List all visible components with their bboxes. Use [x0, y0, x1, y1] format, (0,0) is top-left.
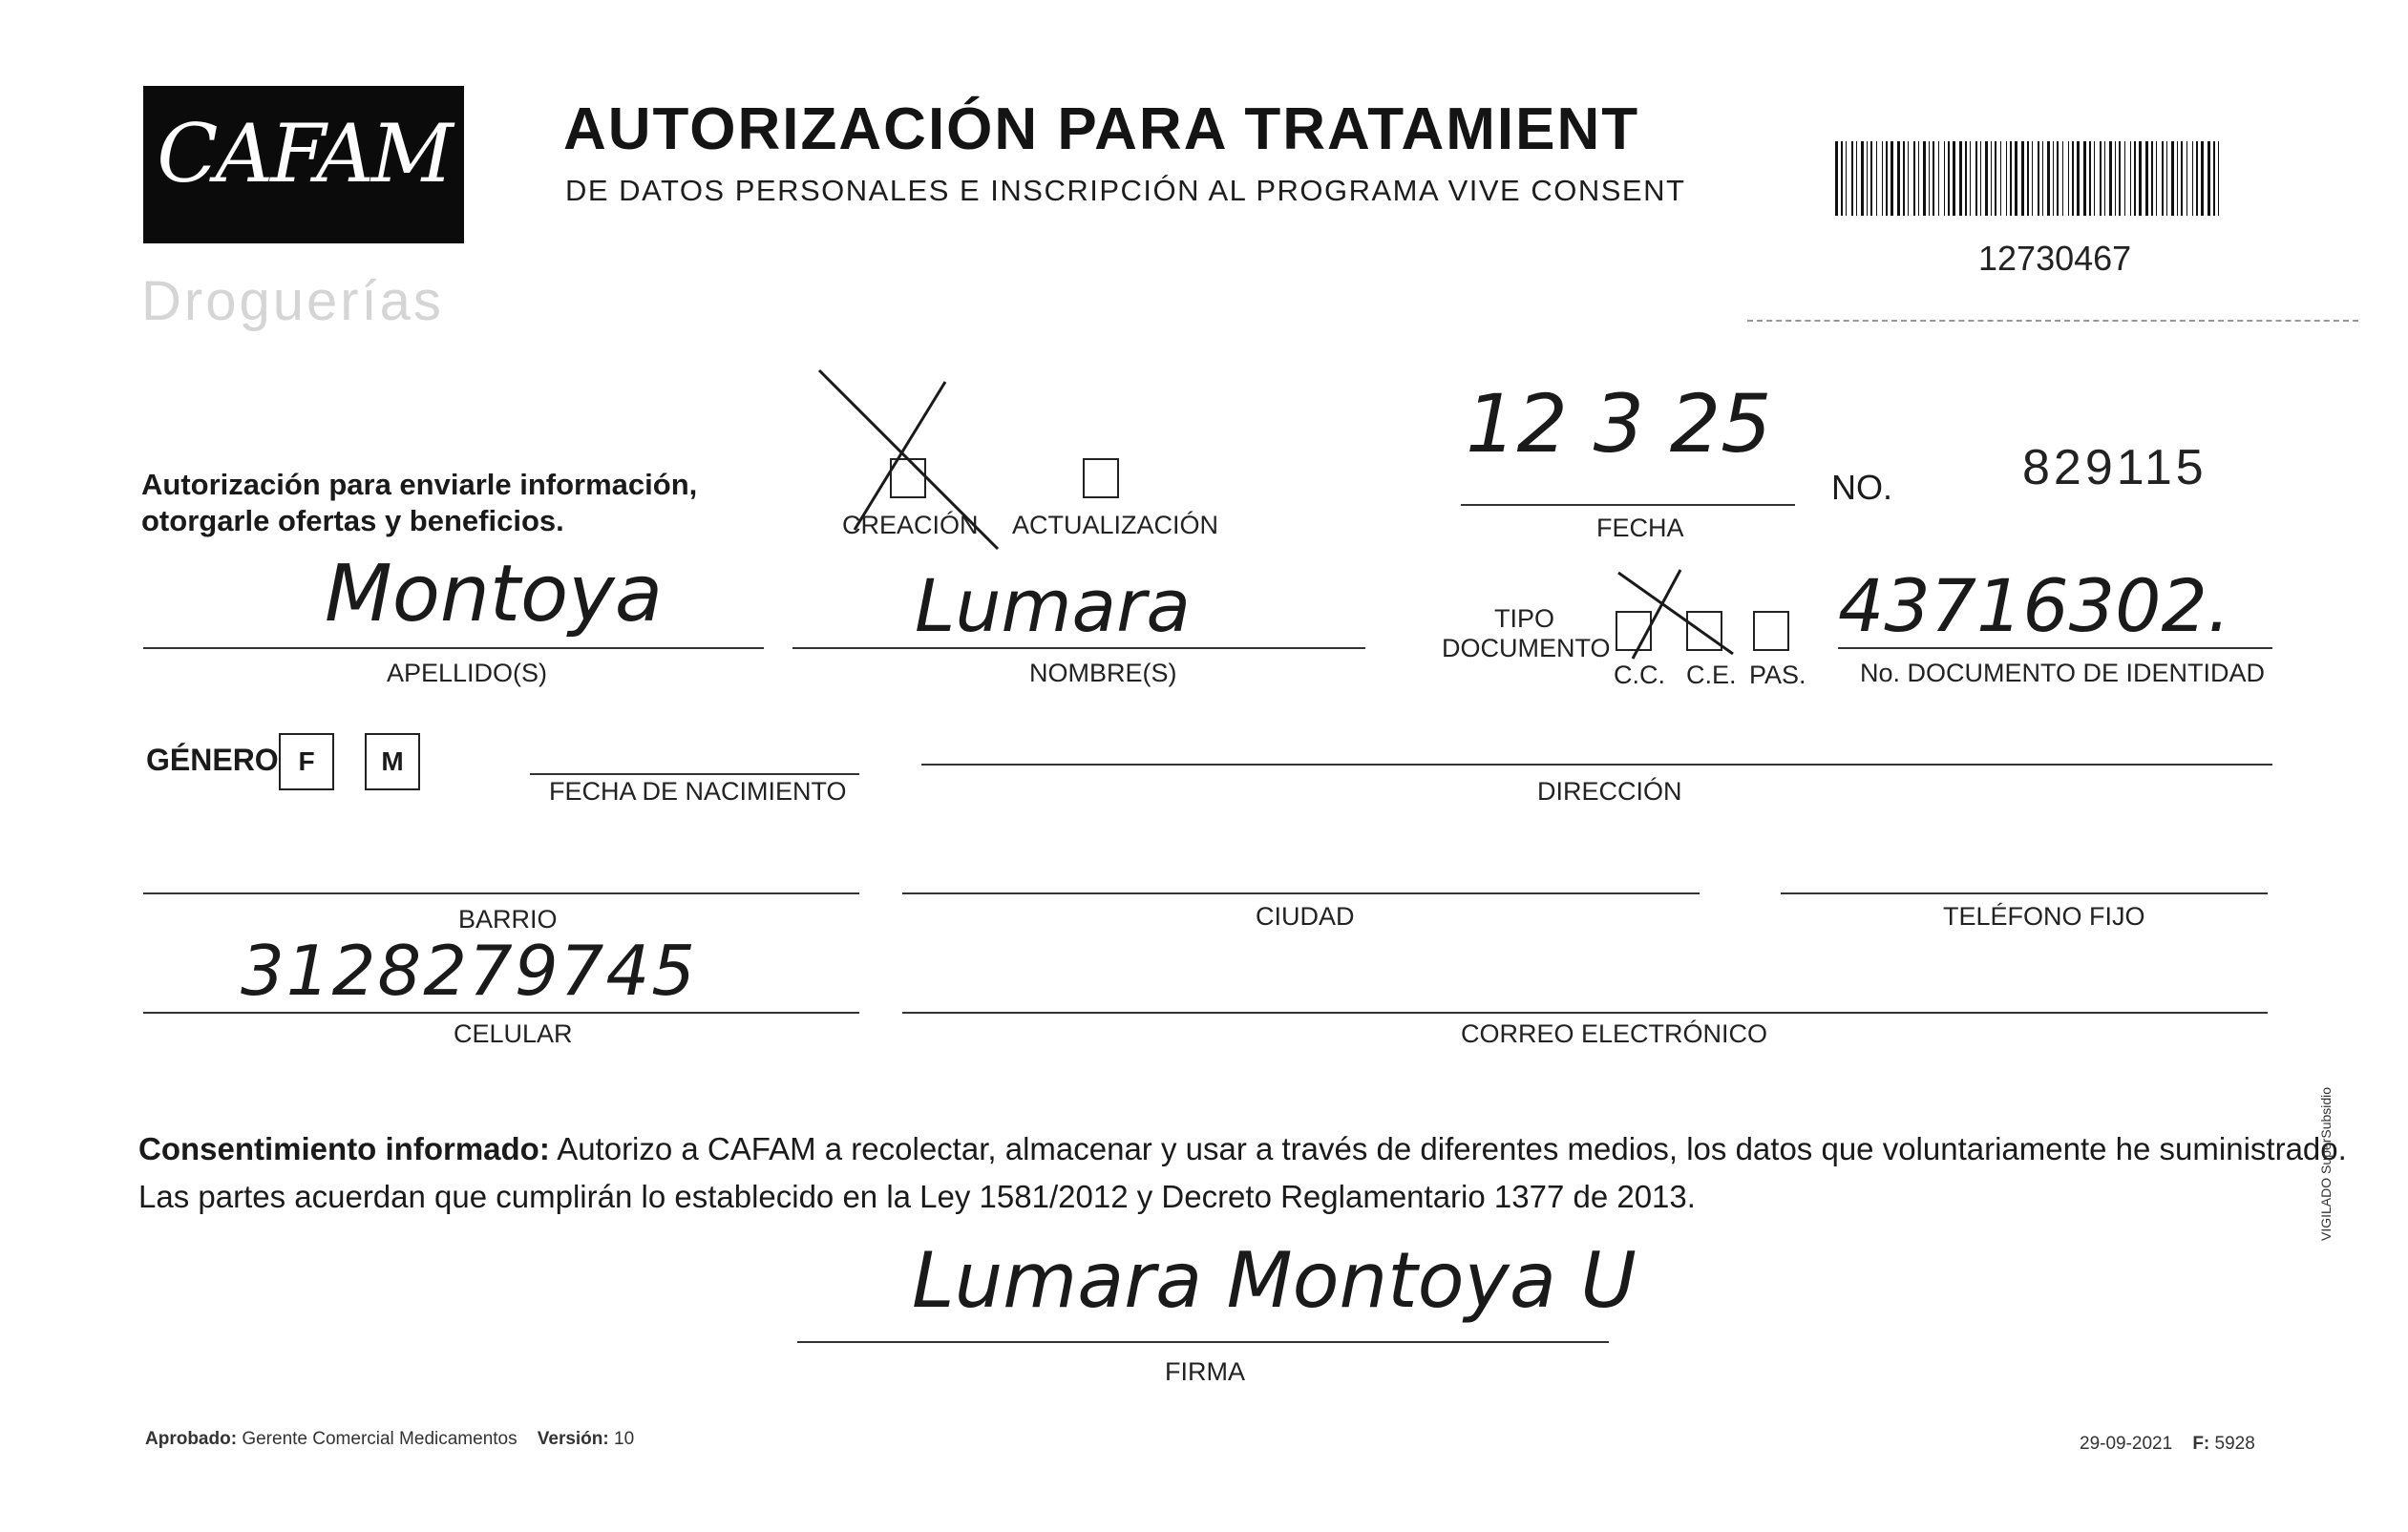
intro-line-2: otorgarle ofertas y beneficios. [141, 504, 564, 537]
numero-label: NO. [1831, 468, 1893, 507]
barcode-bar [2032, 141, 2033, 216]
barcode-bar [1995, 141, 1996, 216]
barcode-bar [2062, 141, 2063, 216]
barcode-bar [2186, 141, 2187, 216]
barcode-bar [2196, 141, 2198, 216]
barcode-bar [2207, 141, 2210, 216]
barcode-bar [1870, 141, 1872, 216]
consent-text-1: Autorizo a CAFAM a recolectar, almacenar y usar a través de diferentes medios, los datos que voluntariamente he suministrado. [557, 1131, 2347, 1166]
barcode-bar [1991, 141, 1992, 216]
form-subtitle: DE DATOS PERSONALES E INSCRIPCIÓN AL PROGRAMA VIVE CONSENT [565, 174, 1686, 207]
barcode-bar [2218, 141, 2219, 216]
barcode-bar [2057, 141, 2059, 216]
logo-subtitle: Droguerías [141, 270, 444, 332]
barcode-bar [2201, 141, 2204, 216]
barcode-bar [1948, 141, 1950, 216]
barcode-bar [1890, 141, 1893, 216]
genero-f[interactable]: F [279, 733, 334, 790]
barcode-bar [2072, 141, 2074, 216]
consent-heading: Consentimiento informado: [138, 1131, 550, 1166]
ciudad-line [902, 892, 1700, 894]
barcode-bar [2038, 141, 2039, 216]
fecha-line [1461, 504, 1795, 506]
documento-label: No. DOCUMENTO DE IDENTIDAD [1860, 659, 2266, 687]
intro-line-1: Autorización para enviarle información, [141, 468, 698, 501]
direccion-label: DIRECCIÓN [1537, 777, 1682, 806]
form-title: AUTORIZACIÓN PARA TRATAMIENT [563, 96, 1640, 162]
barcode-bar [1861, 141, 1864, 216]
version-label: Versión: [537, 1429, 609, 1449]
form-label: F: [2192, 1434, 2210, 1454]
cc-label: C.C. [1614, 661, 1665, 689]
barcode-bar [2130, 141, 2131, 216]
barcode-bar [2145, 141, 2148, 216]
barcode-bar [1975, 141, 1977, 216]
apellidos-line [143, 647, 764, 649]
aprobado-label: Aprobado: [145, 1429, 238, 1449]
pas-label: PAS. [1749, 661, 1806, 689]
barcode-bar [2021, 141, 2024, 216]
documento-line [1838, 647, 2272, 649]
barcode-bar [2010, 141, 2012, 216]
logo-text: CAFAM [157, 107, 451, 200]
barcode-bar [2166, 141, 2167, 216]
barcode-bar [1835, 141, 1838, 216]
tipo-label-1: TIPO [1494, 604, 1555, 633]
barcode-bar [2047, 141, 2050, 216]
barcode-bar [1846, 141, 1847, 216]
direccion-line [921, 764, 2272, 766]
creacion-label: CREACIÓN [842, 511, 979, 539]
fecha-value: 12 3 25 [1466, 377, 1772, 471]
barcode [1835, 141, 2225, 216]
barcode-bar [2119, 141, 2121, 216]
barcode-bar [1856, 141, 1857, 216]
barcode-bar [1959, 141, 1962, 216]
barcode-bar [1944, 141, 1945, 216]
fecha-label: FECHA [1596, 514, 1684, 542]
barcode-bar [1923, 141, 1926, 216]
barcode-bar [2192, 141, 2193, 216]
barcode-bar [1851, 141, 1853, 216]
footer-right [2080, 1434, 2255, 1455]
nombres-label: NOMBRE(S) [1029, 659, 1177, 687]
footer-date: 29-09-2021 [2080, 1434, 2173, 1454]
telefono-label: TELÉFONO FIJO [1943, 902, 2145, 931]
barcode-bar [1867, 141, 1868, 216]
barcode-bar [1929, 141, 1930, 216]
barcode-bar [2171, 141, 2174, 216]
documento-value: 43716302. [1838, 563, 2230, 648]
telefono-line [1781, 892, 2268, 894]
barcode-bar [2094, 141, 2095, 216]
barcode-bar [2181, 141, 2183, 216]
ciudad-label: CIUDAD [1256, 902, 1355, 931]
nombres-value: Lumara [915, 563, 1191, 648]
barcode-bar [1913, 141, 1915, 216]
actualizacion-checkbox[interactable] [1083, 458, 1119, 498]
numero-value: 829115 [2022, 440, 2207, 495]
nombres-line [792, 647, 1365, 649]
barcode-bar [2068, 141, 2069, 216]
barcode-bar [1970, 141, 1971, 216]
barcode-bar [2124, 141, 2125, 216]
version-value: 10 [614, 1429, 635, 1449]
barcode-bar [2006, 141, 2007, 216]
barcode-number: 12730467 [1978, 239, 2132, 278]
genero-label: GÉNERO [146, 743, 279, 777]
barcode-bar [1903, 141, 1905, 216]
barcode-bar [1965, 141, 1967, 216]
genero-m[interactable]: M [365, 733, 420, 790]
firma-label: FIRMA [1165, 1357, 1245, 1386]
ce-label: C.E. [1686, 661, 1737, 689]
barcode-bar [2151, 141, 2153, 216]
aprobado-value: Gerente Comercial Medicamentos [242, 1429, 518, 1449]
correo-label: CORREO ELECTRÓNICO [1461, 1019, 1768, 1048]
barcode-bar [2089, 141, 2091, 216]
barcode-bar [1841, 141, 1843, 216]
firma-signature: Lumara Montoya U [912, 1236, 1637, 1325]
barcode-bar [1897, 141, 1900, 216]
barcode-bar [2134, 141, 2136, 216]
correo-line [902, 1012, 2268, 1014]
barrio-label: BARRIO [458, 905, 558, 934]
barcode-bar [1908, 141, 1909, 216]
barcode-bar [2015, 141, 2017, 216]
firma-line [797, 1341, 1609, 1343]
vigilado-text: VIGILADO SuperSubsidio [2318, 1086, 2334, 1241]
footer-left [145, 1429, 634, 1450]
pas-checkbox[interactable] [1753, 611, 1789, 651]
barcode-bar [1938, 141, 1939, 216]
barcode-bar [1985, 141, 1988, 216]
barcode-bar [2053, 141, 2054, 216]
barcode-bar [1918, 141, 1919, 216]
barcode-bar [2077, 141, 2080, 216]
barcode-bar [1980, 141, 1981, 216]
barrio-line [143, 892, 859, 894]
barcode-bar [1953, 141, 1955, 216]
consent-paragraph [138, 1131, 2347, 1167]
consent-text-2: Las partes acuerdan que cumplirán lo establecido en la Ley 1581/2012 y Decreto Reglamentario 1377 de 2013. [138, 1179, 1696, 1214]
apellidos-value: Montoya [325, 549, 663, 640]
barcode-bar [2042, 141, 2043, 216]
barcode-bar [1876, 141, 1877, 216]
celular-label: CELULAR [454, 1019, 573, 1048]
fecha-nacimiento-line [530, 773, 859, 775]
barcode-bar [2109, 141, 2112, 216]
barcode-bar [2162, 141, 2164, 216]
barcode-bar [1882, 141, 1883, 216]
barcode-bar [2177, 141, 2178, 216]
barcode-bar [1933, 141, 1934, 216]
barcode-bar [2100, 141, 2102, 216]
barcode-bar [2213, 141, 2215, 216]
fecha-nacimiento-label: FECHA DE NACIMIENTO [549, 777, 847, 806]
actualizacion-label: ACTUALIZACIÓN [1012, 511, 1219, 539]
cross-mark [812, 363, 1003, 554]
barcode-bar [2139, 141, 2142, 216]
barcode-bar [2115, 141, 2116, 216]
barcode-bar [2000, 141, 2001, 216]
barcode-bar [1886, 141, 1888, 216]
celular-value: 3128279745 [241, 931, 698, 1011]
form-value: 5928 [2214, 1434, 2255, 1454]
tipo-cross-mark [1614, 568, 1738, 663]
barcode-bar [2104, 141, 2105, 216]
tipo-label-2: DOCUMENTO [1442, 634, 1611, 662]
barcode-bar [2156, 141, 2157, 216]
celular-line [143, 1012, 859, 1014]
apellidos-label: APELLIDO(S) [387, 659, 548, 687]
barcode-bar [2083, 141, 2086, 216]
barcode-bar [2027, 141, 2029, 216]
divider [1747, 320, 2358, 322]
